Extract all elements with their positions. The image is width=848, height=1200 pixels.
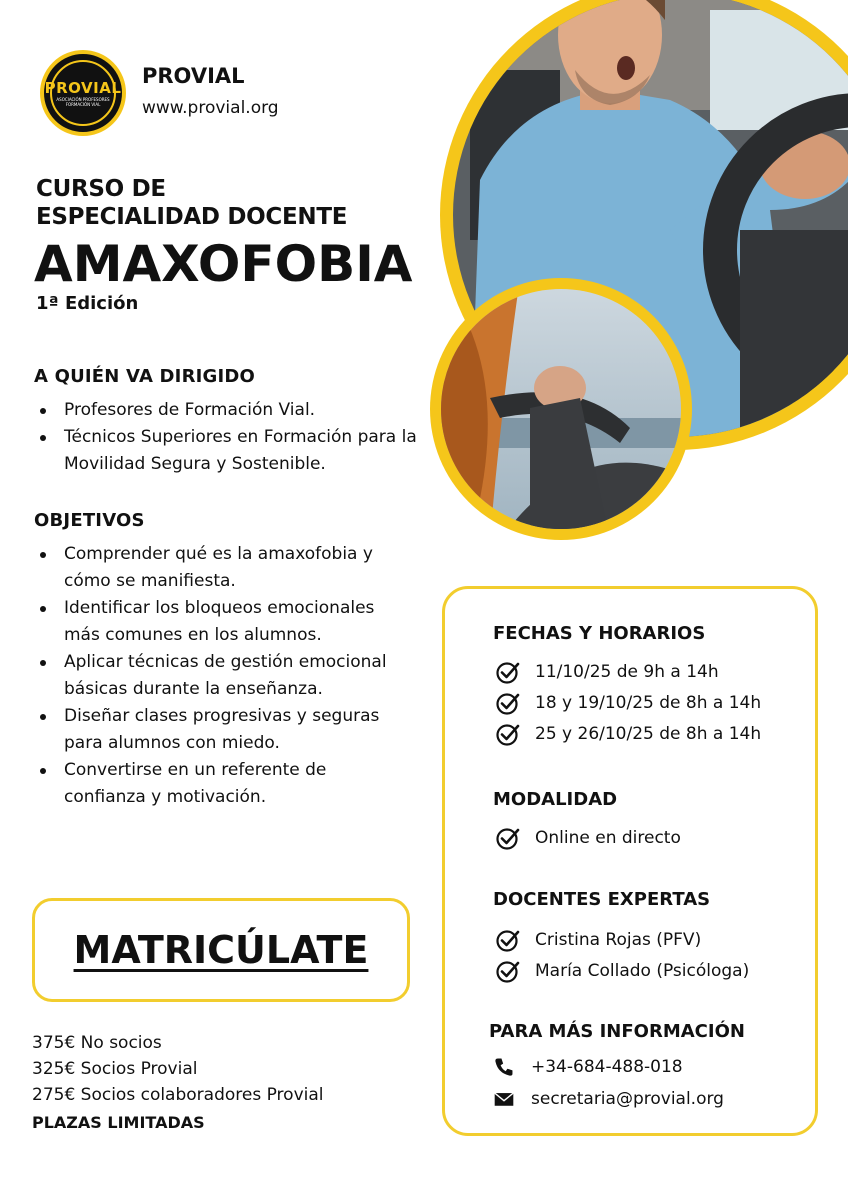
info-card bbox=[442, 586, 818, 1136]
limited-places-note: PLAZAS LIMITADAS bbox=[32, 1113, 205, 1132]
brand-name: PROVIAL bbox=[142, 64, 245, 88]
schedule-heading: FECHAS Y HORARIOS bbox=[493, 623, 706, 644]
schedule-item-text: 18 y 19/10/25 de 8h a 14h bbox=[535, 693, 762, 713]
teacher-item bbox=[495, 958, 749, 984]
contact-phone-text: +34-684-488-018 bbox=[531, 1057, 683, 1077]
list-item: Convertirse en un referente de confianza y motivación. bbox=[34, 757, 406, 811]
steering-photo-illustration bbox=[430, 278, 692, 540]
schedule-item-text: 11/10/25 de 9h a 14h bbox=[535, 662, 719, 682]
list-item: Comprender qué es la amaxofobia y cómo se manifiesta. bbox=[34, 541, 406, 595]
enroll-button-label: MATRICÚLATE bbox=[73, 928, 369, 972]
schedule-item bbox=[495, 690, 761, 716]
phone-icon bbox=[493, 1056, 515, 1078]
audience-heading: A QUIÉN VA DIRIGIDO bbox=[34, 366, 256, 387]
enroll-button[interactable] bbox=[32, 898, 410, 1002]
list-item: Profesores de Formación Vial. bbox=[34, 397, 424, 424]
schedule-item bbox=[495, 659, 719, 685]
course-type-line2: ESPECIALIDAD DOCENTE bbox=[36, 204, 348, 230]
logo-text: PROVIAL bbox=[44, 79, 122, 97]
brand-url[interactable]: www.provial.org bbox=[142, 98, 279, 118]
edition-label: 1ª Edición bbox=[36, 293, 139, 314]
list-item: Diseñar clases progresivas y seguras para alumnos con miedo. bbox=[34, 703, 406, 757]
teachers-heading: DOCENTES EXPERTAS bbox=[493, 889, 711, 910]
steering-photo bbox=[430, 278, 692, 540]
objectives-list bbox=[34, 541, 406, 811]
audience-list bbox=[34, 397, 424, 478]
mail-icon bbox=[493, 1088, 515, 1110]
list-item: Identificar los bloqueos emocionales más comunes en los alumnos. bbox=[34, 595, 406, 649]
contact-email[interactable] bbox=[493, 1088, 724, 1110]
list-item: Aplicar técnicas de gestión emocional básicas durante la enseñanza. bbox=[34, 649, 406, 703]
price-non-members: 375€ No socios bbox=[32, 1033, 162, 1053]
check-circle-icon bbox=[495, 927, 521, 953]
mode-item-text: Online en directo bbox=[535, 828, 681, 848]
mode-item bbox=[495, 825, 681, 851]
list-item: Técnicos Superiores en Formación para la Movilidad Segura y Sostenible. bbox=[34, 424, 424, 478]
course-type-line1: CURSO DE bbox=[36, 176, 166, 202]
page-title: AMAXOFOBIA bbox=[34, 235, 413, 293]
teacher-item bbox=[495, 927, 701, 953]
objectives-heading: OBJETIVOS bbox=[34, 510, 145, 531]
price-collaborators: 275€ Socios colaboradores Provial bbox=[32, 1085, 324, 1105]
check-circle-icon bbox=[495, 690, 521, 716]
contact-heading: PARA MÁS INFORMACIÓN bbox=[489, 1021, 745, 1042]
teacher-item-text: María Collado (Psicóloga) bbox=[535, 961, 750, 981]
teacher-item-text: Cristina Rojas (PFV) bbox=[535, 930, 702, 950]
contact-phone[interactable] bbox=[493, 1056, 683, 1078]
check-circle-icon bbox=[495, 659, 521, 685]
contact-email-text: secretaria@provial.org bbox=[531, 1089, 724, 1109]
check-circle-icon bbox=[495, 825, 521, 851]
schedule-item-text: 25 y 26/10/25 de 8h a 14h bbox=[535, 724, 762, 744]
check-circle-icon bbox=[495, 721, 521, 747]
provial-logo bbox=[40, 50, 126, 136]
schedule-item bbox=[495, 721, 761, 747]
course-type bbox=[36, 175, 347, 231]
check-circle-icon bbox=[495, 958, 521, 984]
logo-subtext: ASOCIACIÓN PROFESORES FORMACIÓN VIAL bbox=[56, 97, 110, 107]
mode-heading: MODALIDAD bbox=[493, 789, 618, 810]
price-members: 325€ Socios Provial bbox=[32, 1059, 198, 1079]
